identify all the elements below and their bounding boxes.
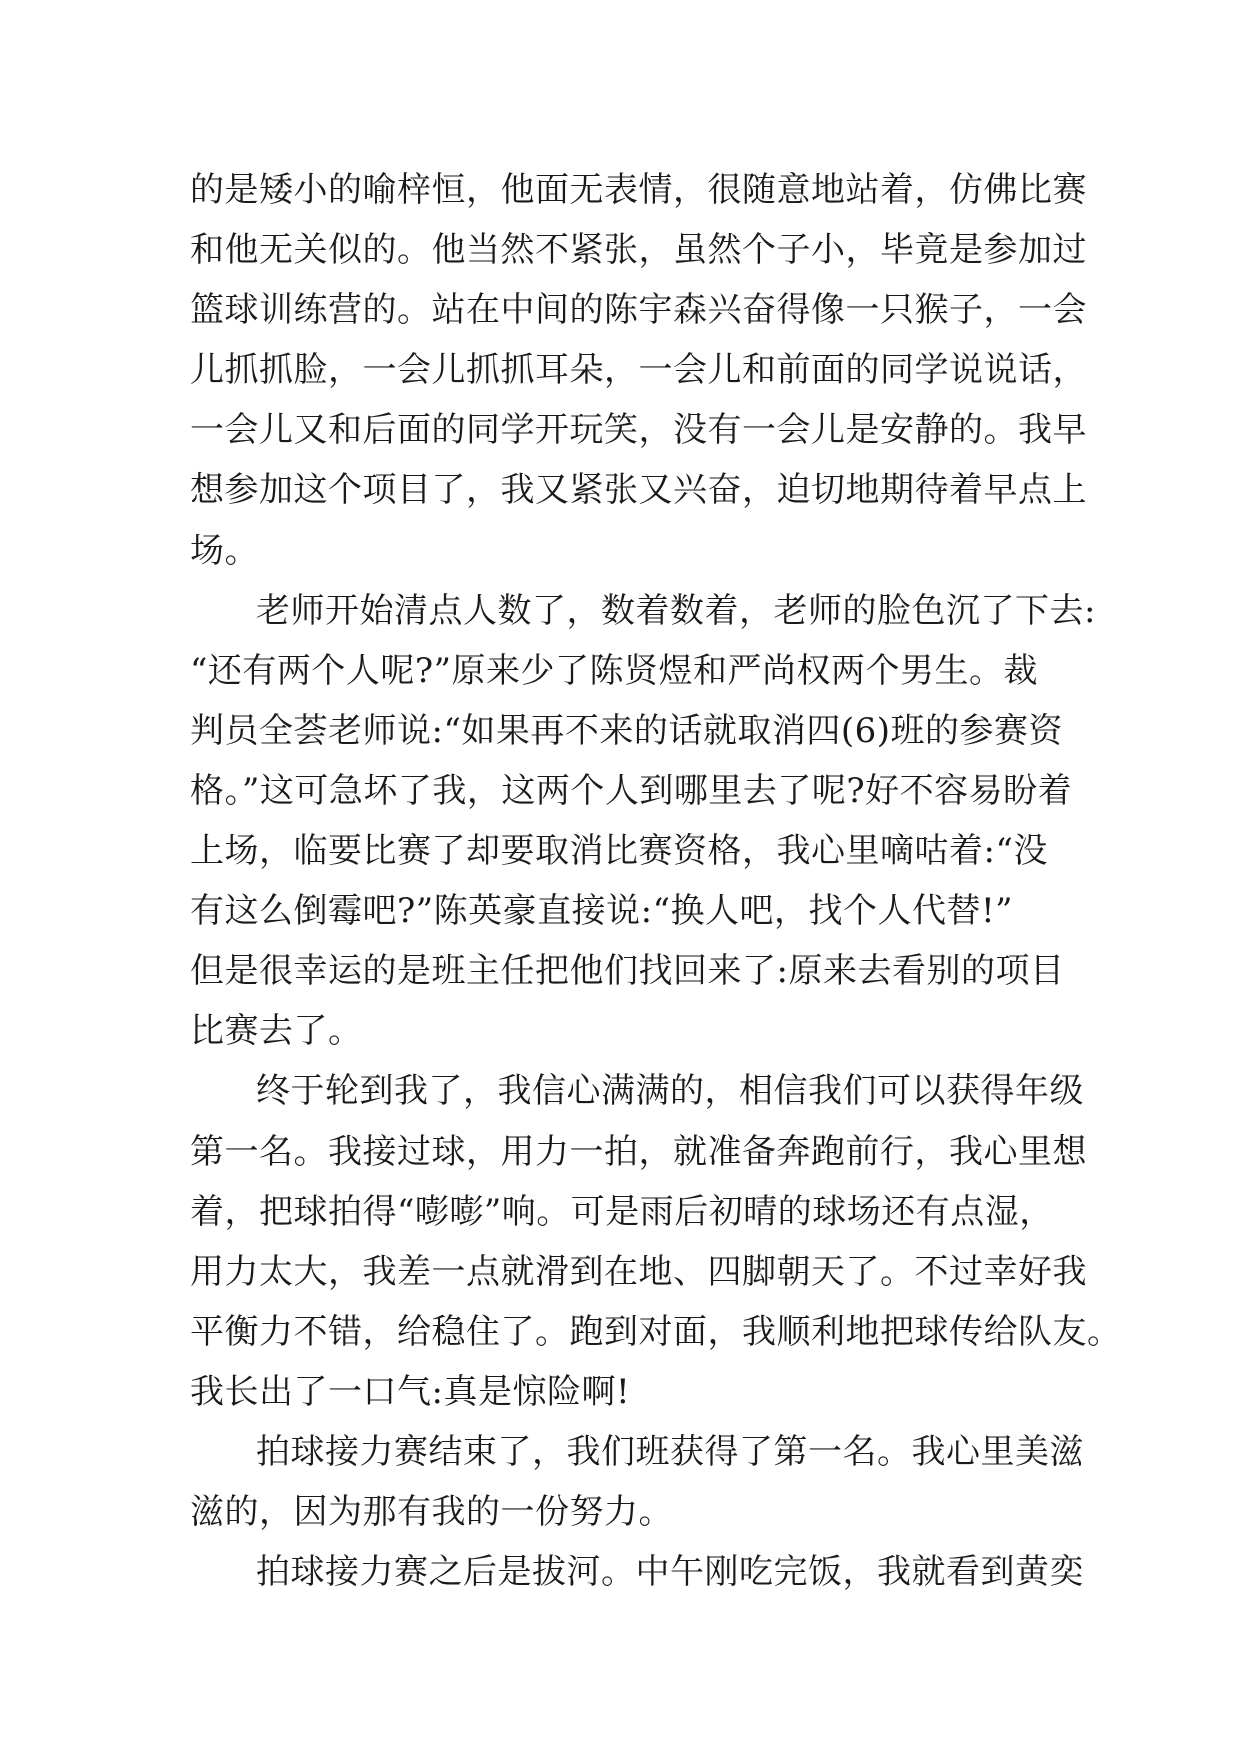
text-line: 上场，临要比赛了却要取消比赛资格，我心里嘀咕着:“没 bbox=[190, 831, 1048, 872]
text-line: 判员全荟老师说:“如果再不来的话就取消四(6)班的参赛资 bbox=[190, 710, 1063, 751]
text-line: 我长出了一口气:真是惊险啊! bbox=[190, 1371, 631, 1412]
paragraph-start-line: 终于轮到我了，我信心满满的，相信我们可以获得年级 bbox=[256, 1071, 1084, 1112]
text-line: 用力太大，我差一点就滑到在地、四脚朝天了。不过幸好我 bbox=[190, 1251, 1087, 1292]
text-line: 滋的，因为那有我的一份努力。 bbox=[190, 1492, 673, 1533]
paragraph-start-line: 拍球接力赛结束了，我们班获得了第一名。我心里美滋 bbox=[256, 1431, 1084, 1472]
text-line: 比赛去了。 bbox=[190, 1011, 363, 1052]
text-line: 一会儿又和后面的同学开玩笑，没有一会儿是安静的。我早 bbox=[190, 410, 1087, 451]
text-line: “还有两个人呢?”原来少了陈贤煜和严尚权两个男生。裁 bbox=[190, 650, 1038, 691]
text-line: 和他无关似的。他当然不紧张，虽然个子小，毕竟是参加过 bbox=[190, 230, 1087, 271]
text-line: 平衡力不错，给稳住了。跑到对面，我顺利地把球传给队友。 bbox=[190, 1311, 1122, 1352]
text-line: 第一名。我接过球，用力一拍，就准备奔跑前行，我心里想 bbox=[190, 1131, 1087, 1172]
text-line: 儿抓抓脸，一会儿抓抓耳朵，一会儿和前面的同学说说话， bbox=[190, 350, 1087, 391]
text-line: 但是很幸运的是班主任把他们找回来了:原来去看别的项目 bbox=[190, 951, 1065, 992]
paragraph-start-line: 拍球接力赛之后是拔河。中午刚吃完饭，我就看到黄奕 bbox=[256, 1552, 1084, 1593]
body-text bbox=[190, 160, 1122, 1602]
paragraph-start-line: 老师开始清点人数了，数着数着，老师的脸色沉了下去: bbox=[256, 590, 1096, 631]
text-line: 着，把球拍得“嘭嘭”响。可是雨后初晴的球场还有点湿， bbox=[190, 1191, 1054, 1232]
text-line: 场。 bbox=[190, 530, 259, 571]
text-line: 的是矮小的喻梓恒，他面无表情，很随意地站着，仿佛比赛 bbox=[190, 170, 1087, 210]
text-line: 有这么倒霉吧?”陈英豪直接说:“换人吧，找个人代替!” bbox=[190, 891, 1013, 932]
text-line: 格。”这可急坏了我，这两个人到哪里去了呢?好不容易盼着 bbox=[190, 770, 1073, 811]
text-line: 想参加这个项目了，我又紧张又兴奋，迫切地期待着早点上 bbox=[190, 470, 1087, 511]
text-line: 篮球训练营的。站在中间的陈宇森兴奋得像一只猴子，一会 bbox=[190, 290, 1087, 331]
